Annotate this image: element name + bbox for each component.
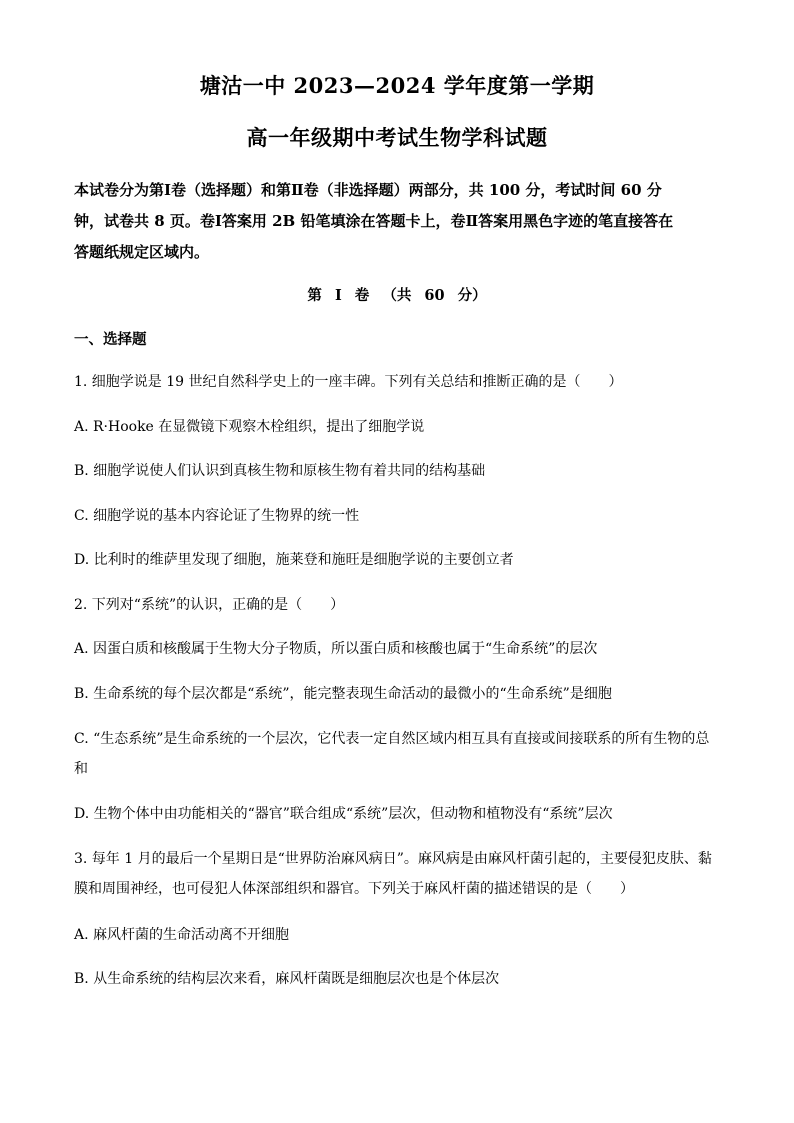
option-text: A. 麻风杆菌的生命活动离不开细胞 — [74, 927, 290, 943]
part-heading: 第 Ⅰ 卷 （共 60 分） — [307, 287, 487, 304]
option-text: 和 — [74, 761, 88, 777]
question-stem: 1. 细胞学说是 19 世纪自然科学史上的一座丰碑。下列有关总结和推断正确的是（ ） — [74, 374, 623, 390]
question-stem: 2. 下列对“系统”的认识，正确的是（ ） — [74, 597, 345, 613]
option-text: D. 生物个体中由功能相关的“器官”联合组成“系统”层次，但动物和植物没有“系统”层次 — [74, 806, 613, 822]
question-3-option-a — [74, 920, 734, 950]
exam-title: 塘沽一中 2023—2024 学年度第一学期 — [199, 73, 595, 98]
question-stem: 膜和周围神经，也可侵犯人体深部组织和器官。下列关于麻风杆菌的描述错误的是（ ） — [74, 881, 634, 897]
question-stem: 3. 每年 1 月的最后一个星期日是“世界防治麻风病日”。麻风病是由麻风杆菌引起的，主要侵犯皮肤、黏 — [74, 851, 712, 867]
option-text: D. 比利时的维萨里发现了细胞，施莱登和施旺是细胞学说的主要创立者 — [74, 552, 514, 568]
section-heading: 一、选择题 — [74, 331, 147, 348]
option-text: C. 细胞学说的基本内容论证了生物界的统一性 — [74, 508, 360, 524]
exam-instructions — [74, 175, 734, 268]
question-2-option-d — [74, 799, 734, 829]
question-2-option-c — [74, 724, 734, 784]
option-text: B. 从生命系统的结构层次来看，麻风杆菌既是细胞层次也是个体层次 — [74, 971, 500, 987]
question-2-option-b — [74, 679, 734, 709]
question-2 — [74, 590, 734, 620]
option-text: C. “生态系统”是生命系统的一个层次，它代表一定自然区域内相互具有直接或间接联系的所有生物的总 — [74, 731, 710, 747]
question-3 — [74, 844, 734, 904]
exam-subtitle: 高一年级期中考试生物学科试题 — [246, 125, 548, 150]
instruction-line: 答题纸规定区域内。 — [74, 243, 210, 261]
question-1-option-b — [74, 456, 734, 486]
question-1 — [74, 367, 734, 397]
question-2-option-a — [74, 634, 734, 664]
option-text: A. 因蛋白质和核酸属于生物大分子物质，所以蛋白质和核酸也属于“生命系统”的层次 — [74, 641, 598, 657]
option-text: A. R·Hooke 在显微镜下观察木栓组织，提出了细胞学说 — [74, 419, 425, 435]
instruction-line: 本试卷分为第Ⅰ卷（选择题）和第Ⅱ卷（非选择题）两部分，共 100 分，考试时间 60 分 — [74, 181, 662, 199]
question-1-option-d — [74, 545, 734, 575]
question-3-option-b — [74, 964, 734, 994]
instruction-line: 钟，试卷共 8 页。卷Ⅰ答案用 2B 铅笔填涂在答题卡上，卷Ⅱ答案用黑色字迹的笔直接答在 — [74, 212, 674, 230]
option-text: B. 生命系统的每个层次都是“系统”，能完整表现生命活动的最微小的“生命系统”是细胞 — [74, 686, 612, 702]
question-1-option-a — [74, 412, 734, 442]
question-1-option-c — [74, 501, 734, 531]
option-text: B. 细胞学说使人们认识到真核生物和原核生物有着共同的结构基础 — [74, 463, 486, 479]
